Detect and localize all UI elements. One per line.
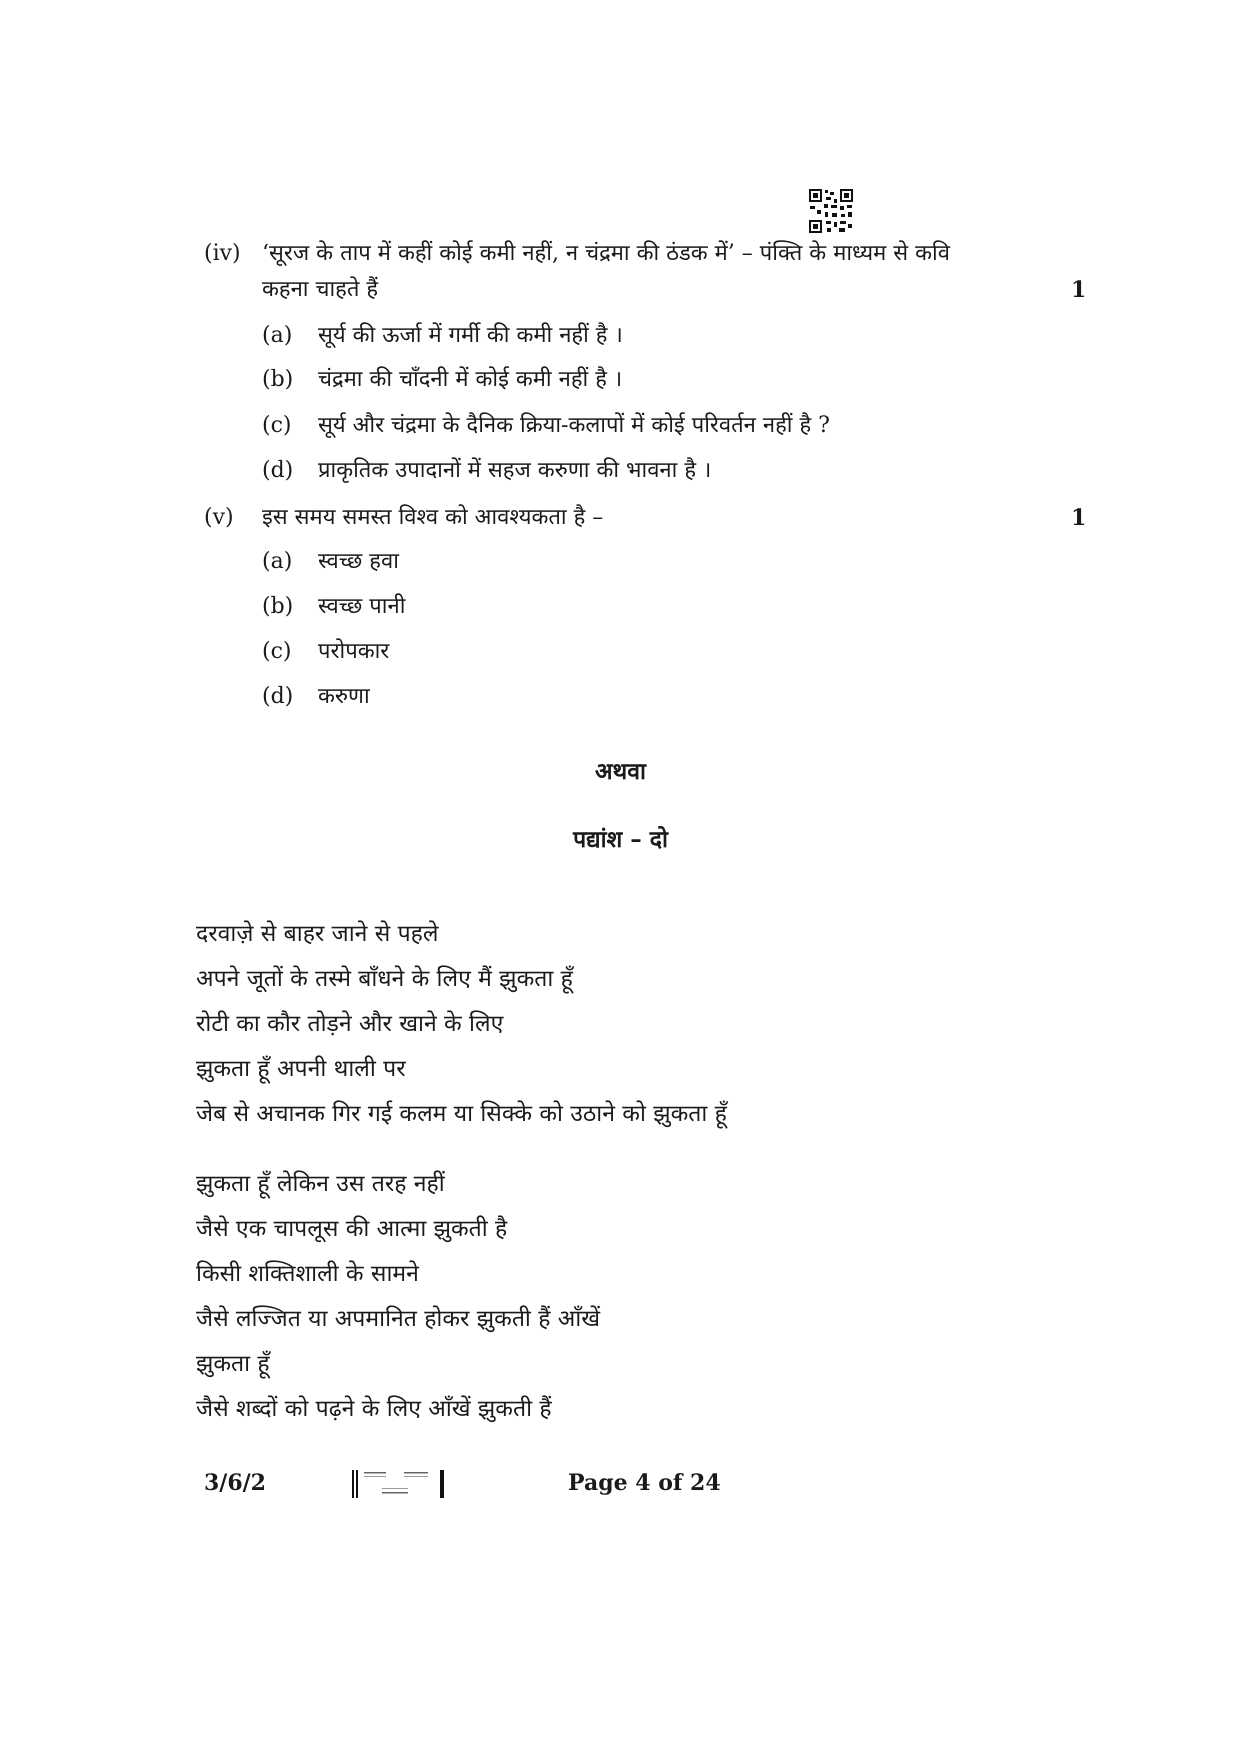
question-number: (v) [204,505,234,530]
option-letter: (d) [262,684,294,709]
poem-line: किसी शक्तिशाली के सामने [196,1261,419,1287]
paper-code: 3/6/2 [204,1470,266,1496]
option-text: सूर्य और चंद्रमा के दैनिक क्रिया-कलापों में कोई परिवर्तन नहीं है ? [318,413,830,438]
poem-line: जैसे एक चापलूस की आत्मा झुकती है [196,1216,508,1242]
poem-line: झुकता हूँ अपनी थाली पर [196,1056,406,1082]
option-letter: (b) [262,594,294,619]
option-letter: (a) [262,323,293,348]
option-letter: (c) [262,639,292,664]
option-text: परोपकार [318,639,390,664]
option-text: स्वच्छ हवा [318,549,399,574]
poem-line: अपने जूतों के तस्मे बाँधने के लिए मैं झुकता हूँ [196,966,573,992]
poem-line: झुकता हूँ [196,1351,270,1377]
poem-line: झुकता हूँ लेकिन उस तरह नहीं [196,1171,445,1197]
barcode-icon [352,1468,448,1500]
section-heading: पद्यांश – दो [573,826,668,853]
option-letter: (a) [262,549,293,574]
poem-line: जेब से अचानक गिर गई कलम या सिक्के को उठाने को झुकता हूँ [196,1101,727,1127]
question-text [262,236,1042,308]
or-heading: अथवा [594,758,646,785]
option-text: सूर्य की ऊर्जा में गर्मी की कमी नहीं है । [318,323,623,348]
question-text: इस समय समस्त विश्व को आवश्यकता है – [262,505,604,530]
option-letter: (b) [262,367,294,392]
question-text-line: ‘सूरज के ताप में कहीं कोई कमी नहीं, न चंद्रमा की ठंडक में’ – पंक्ति के माध्यम से कवि [262,241,950,266]
poem-line: जैसे लज्जित या अपमानित होकर झुकती हैं आँखें [196,1306,601,1332]
option-text: स्वच्छ पानी [318,594,406,619]
page-number: Page 4 of 24 [568,1470,721,1496]
question-number: (iv) [204,241,241,266]
poem-line: दरवाज़े से बाहर जाने से पहले [196,921,439,947]
marks-label: 1 [1071,277,1087,303]
option-text: प्राकृतिक उपादानों में सहज करुणा की भावना है । [318,458,712,483]
qr-code-icon [808,188,854,234]
marks-label: 1 [1071,505,1087,531]
poem-line: जैसे शब्दों को पढ़ने के लिए आँखें झुकती हैं [196,1396,552,1422]
poem-line: रोटी का कौर तोड़ने और खाने के लिए [196,1011,504,1037]
option-text: करुणा [318,684,370,709]
option-letter: (c) [262,413,292,438]
option-text: चंद्रमा की चाँदनी में कोई कमी नहीं है । [318,367,623,392]
option-letter: (d) [262,458,294,483]
question-text-line: कहना चाहते हैं [262,277,379,302]
